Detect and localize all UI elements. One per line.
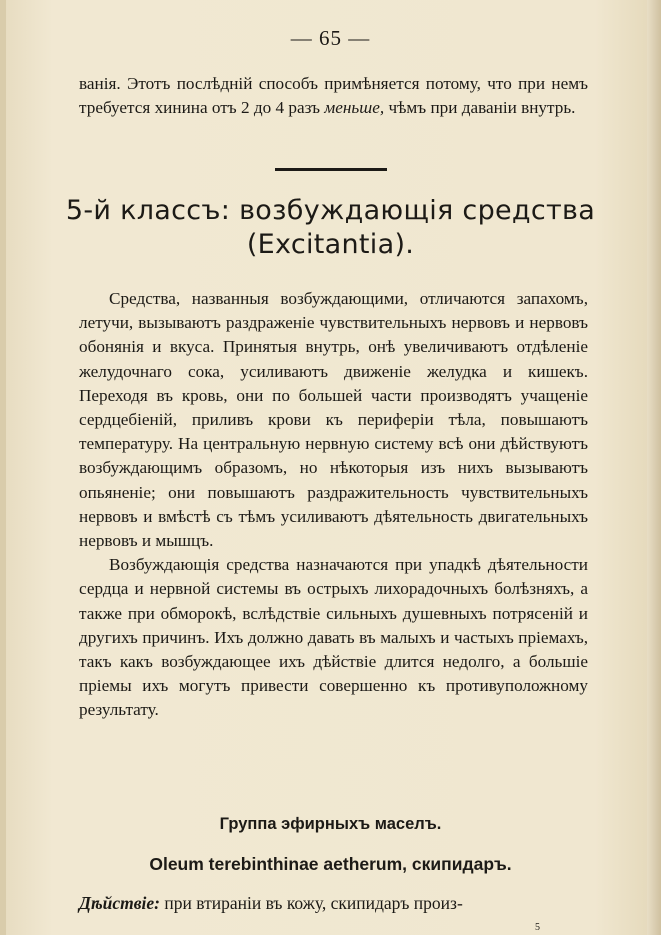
emphasized-word: меньше, bbox=[324, 98, 385, 118]
body-paragraph: Средства, названныя возбуждающими, отличаются запахомъ, летучи, вызываютъ раздраженіе чувствительныхъ нервовъ и нервовъ обонянія и вкуса. Принятыя внутрь, онѣ увеличиваютъ отдѣленіе желудочнаго сока, усиливаютъ движеніе желудка и кишекъ. Переходя въ кровь, они по большей части производятъ учащеніе сердцебіеній, приливъ крови къ периферіи тѣла, повышаютъ температуру. На центральную нервную систему всѣ они дѣйствуютъ возбуждающимъ образомъ, но нѣкоторыя изъ нихъ вызываютъ опьяненіе; они повышаютъ раздражительность чувствительныхъ нервовъ и вмѣстѣ съ тѣмъ усиливаютъ дѣятельность двигательныхъ нервовъ и мышцъ. bbox=[79, 289, 588, 551]
page-right-edge bbox=[647, 0, 661, 935]
continued-paragraph bbox=[79, 72, 588, 120]
action-line bbox=[79, 893, 594, 914]
section-body bbox=[79, 287, 588, 723]
section-heading bbox=[40, 194, 621, 262]
page-number: — 65 — bbox=[290, 26, 371, 50]
group-title: Группа эфирныхъ маселъ. bbox=[219, 815, 442, 833]
signature-mark: 5 bbox=[535, 922, 540, 933]
paragraph-text-after: чѣмъ при даваніи внутрь. bbox=[384, 98, 576, 118]
action-label: Дѣйствіе: bbox=[79, 893, 161, 913]
drug-title: Oleum terebinthinae aetherum, скипидаръ. bbox=[149, 854, 512, 874]
action-text: при втираніи въ кожу, скипидаръ произ- bbox=[160, 893, 463, 913]
section-divider bbox=[275, 168, 387, 171]
heading-line-1: 5-й классъ: возбуждающія средства bbox=[65, 195, 596, 226]
body-paragraph: Возбуждающія средства назначаются при упадкѣ дѣятельности сердца и нервной системы въ острыхъ лихорадочныхъ болѣзняхъ, а также при обморокѣ, вслѣдствіе сильныхъ душевныхъ потрясеній и другихъ причинъ. Ихъ должно давать въ малыхъ и частыхъ пріемахъ, такъ какъ возбуждающее ихъ дѣйствіе длится недолго, а большіе пріемы ихъ могутъ привести совершенно къ противуположному результату. bbox=[79, 555, 588, 720]
page-left-edge bbox=[0, 0, 6, 935]
paragraph-text-before: ванія. Этотъ послѣдній способъ примѣняется потому, что при немъ требуется хинина отъ 2 до 4 разъ bbox=[79, 74, 588, 118]
heading-line-2: (Excitantia). bbox=[246, 229, 415, 260]
